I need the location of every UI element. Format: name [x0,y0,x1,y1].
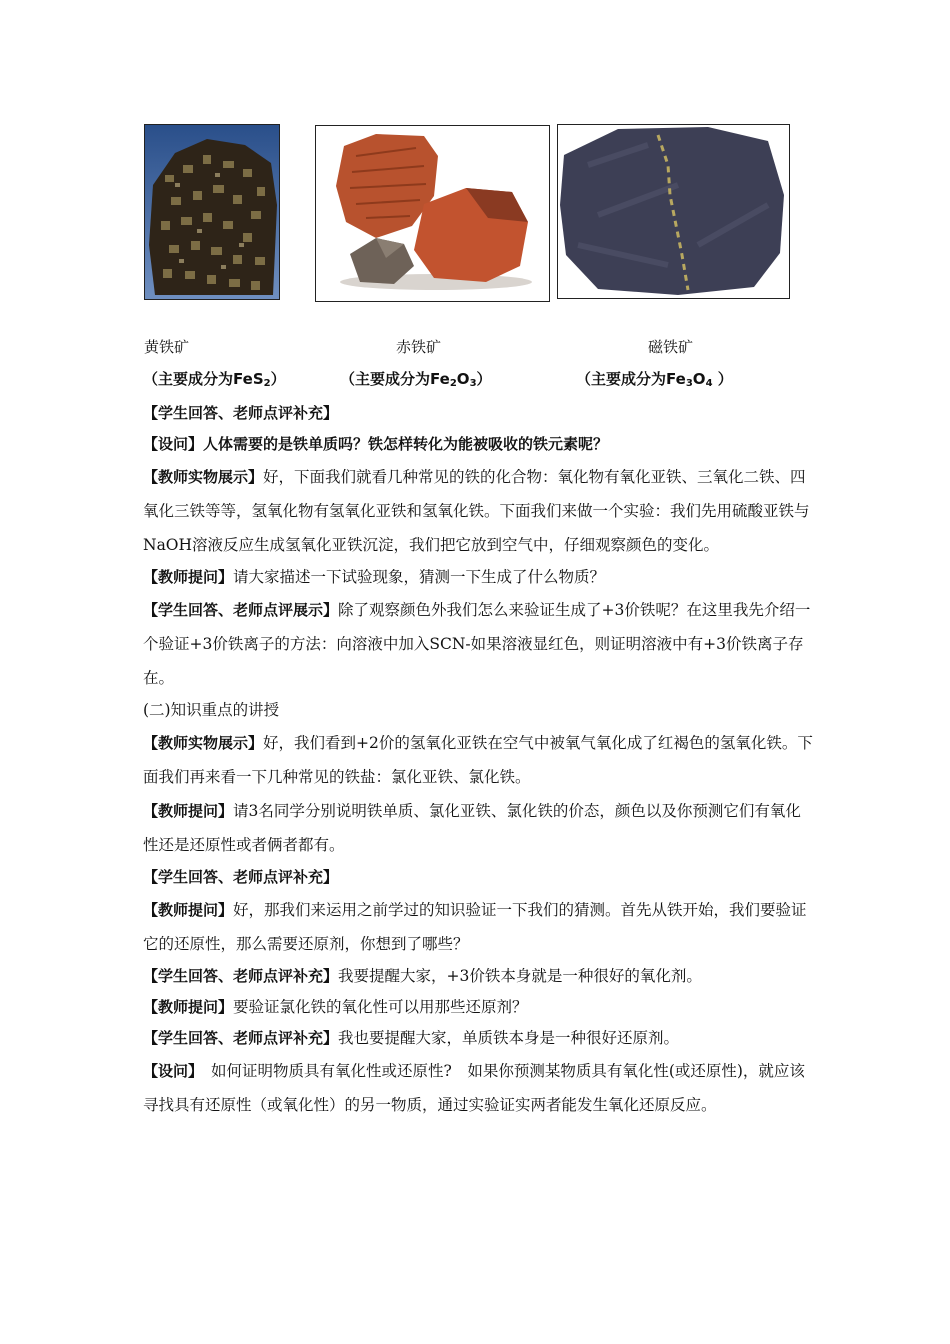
hematite-image [315,125,550,302]
paragraph: 【教师实物展示】好，我们看到+2价的氢氧化亚铁在空气中被氧气氧化成了红褐色的氢氧化铁。下面我们再来看一下几种常见的铁盐：氯化亚铁、氯化铁。 [143,734,813,786]
pyrite-image [144,124,280,300]
section-heading: (二)知识重点的讲授 [143,701,280,719]
hematite-name: 赤铁矿 [396,338,442,356]
pyrite-composition: （主要成分为FeS$_2$） [143,370,286,389]
paragraph: 【学生回答、老师点评补充】 [143,404,339,422]
magnetite-name: 磁铁矿 [648,338,694,356]
paragraph: 【学生回答、老师点评展示】除了观察颜色外我们怎么来验证生成了+3价铁呢？在这里我先介绍一个验证+3价铁离子的方法：向溶液中加入SCN-如果溶液显红色，则证明溶液中有+3价铁离子存在。 [143,601,811,687]
paragraph: 【设问】人体需要的是铁单质吗？铁怎样转化为能被吸收的铁元素呢？ [143,435,609,453]
paragraph: 【教师提问】要验证氯化铁的氧化性可以用那些还原剂？ [143,998,528,1016]
paragraph: 【教师实物展示】好，下面我们就看几种常见的铁的化合物：氧化物有氧化亚铁、三氧化二铁、四氧化三铁等等，氢氧化物有氢氧化亚铁和氢氧化铁。下面我们来做一个实验：我们先用硫酸亚铁与NaOH溶液反应生成氢氧化亚铁沉淀，我们把它放到空气中，仔细观察颜色的变化。 [143,468,810,554]
paragraph: 【教师提问】请3名同学分别说明铁单质、氯化亚铁、氯化铁的价态，颜色以及你预测它们有氧化性还是还原性或者俩者都有。 [143,802,801,854]
paragraph: 【教师提问】请大家描述一下试验现象，猜测一下生成了什么物质？ [143,568,606,586]
paragraph: 【学生回答、老师点评补充】 [143,868,339,886]
magnetite-composition: （主要成分为$Fe_3O_4$ ） [576,370,733,389]
magnetite-image [557,124,790,299]
paragraph: 【设问】 如何证明物质具有氧化性或还原性? 如果你预测某物质具有氧化性(或还原性)，就应该寻找具有还原性（或氧化性）的另一物质，通过实验证实两者能发生氧化还原反应。 [143,1062,805,1114]
paragraph: 【学生回答、老师点评补充】我也要提醒大家，单质铁本身是一种很好还原剂。 [143,1029,680,1047]
paragraph: 【学生回答、老师点评补充】我要提醒大家，+3价铁本身就是一种很好的氧化剂。 [143,967,702,985]
lesson-body [143,398,813,1122]
pyrite-name: 黄铁矿 [144,338,190,356]
hematite-composition: （主要成分为$Fe_2O_3$） [340,370,492,389]
paragraph: 【教师提问】好，那我们来运用之前学过的知识验证一下我们的猜测。首先从铁开始，我们要验证它的还原性，那么需要还原剂，你想到了哪些？ [143,901,807,953]
